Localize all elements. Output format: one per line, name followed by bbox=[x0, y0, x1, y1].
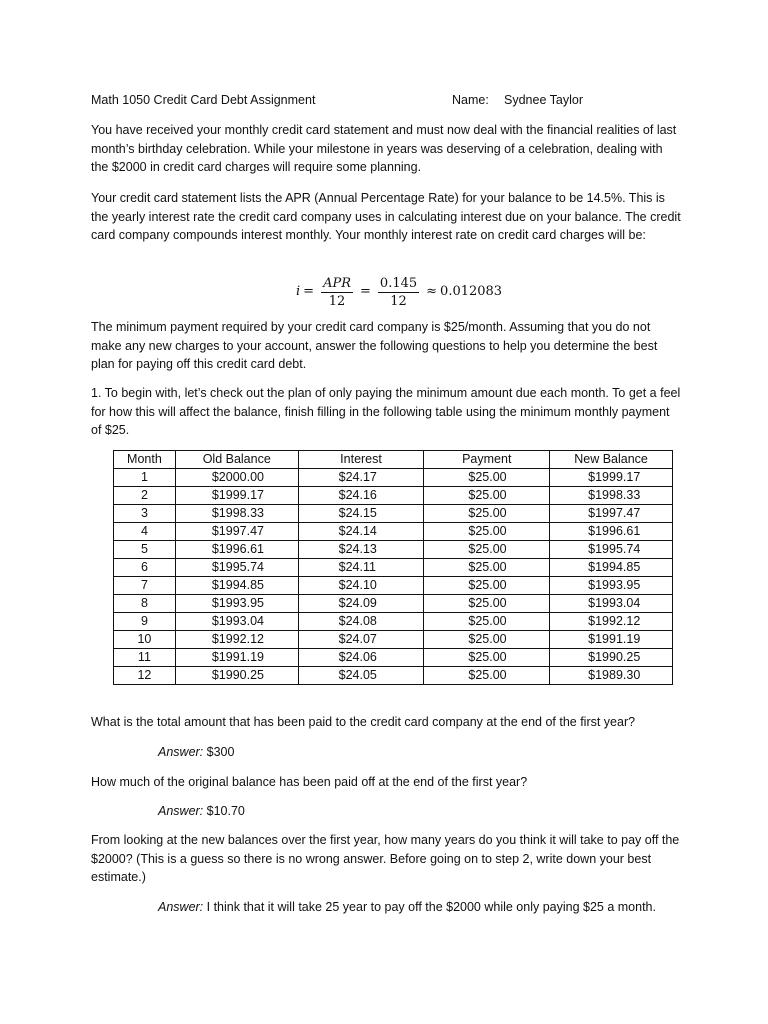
table-row bbox=[114, 505, 673, 523]
interest-cell: $24.06 bbox=[298, 649, 424, 667]
interest-cell: $24.07 bbox=[298, 631, 424, 649]
new-balance-cell: $1996.61 bbox=[550, 523, 673, 541]
new-balance-cell: $1990.25 bbox=[550, 649, 673, 667]
old-balance-cell: $1994.85 bbox=[175, 577, 298, 595]
month-cell: 10 bbox=[114, 631, 176, 649]
formula-denominator-2: 12 bbox=[390, 293, 407, 309]
table-row bbox=[114, 487, 673, 505]
answer-3-text: I think that it will take 25 year to pay off the $2000 while only paying $25 a month. bbox=[203, 900, 656, 914]
payment-cell: $25.00 bbox=[424, 631, 550, 649]
old-balance-cell: $1996.61 bbox=[175, 541, 298, 559]
payment-cell: $25.00 bbox=[424, 667, 550, 685]
payment-cell: $25.00 bbox=[424, 613, 550, 631]
month-cell: 11 bbox=[114, 649, 176, 667]
question-2: How much of the original balance has been paid off at the end of the first year? bbox=[91, 775, 528, 789]
formula-equals-2: = bbox=[360, 283, 371, 299]
old-balance-cell: $1998.33 bbox=[175, 505, 298, 523]
payment-cell: $25.00 bbox=[424, 649, 550, 667]
table-row bbox=[114, 613, 673, 631]
intro-paragraph: You have received your monthly credit card statement and must now deal with the financial realities of last month’s birthday celebration. While your milestone in years was deserving of a celebration, dealing with the $2000 in credit card charges will require some planning. bbox=[91, 123, 677, 174]
new-balance-cell: $1993.04 bbox=[550, 595, 673, 613]
table-row bbox=[114, 559, 673, 577]
formula-fraction-apr bbox=[321, 275, 353, 310]
interest-cell: $24.11 bbox=[298, 559, 424, 577]
old-balance-cell: $1995.74 bbox=[175, 559, 298, 577]
answer-2-label: Answer: bbox=[158, 804, 204, 818]
answer-1-text: $300 bbox=[203, 745, 235, 759]
new-balance-cell: $1991.19 bbox=[550, 631, 673, 649]
header-month: Month bbox=[114, 451, 176, 469]
question-3: From looking at the new balances over the first year, how many years do you think it will take to pay off the $2000? (This is a guess so there is no wrong answer. Before going on to step 2, write down your best estimate.) bbox=[91, 833, 680, 884]
new-balance-cell: $1995.74 bbox=[550, 541, 673, 559]
table-row bbox=[114, 577, 673, 595]
interest-cell: $24.14 bbox=[298, 523, 424, 541]
answer-3 bbox=[158, 898, 656, 917]
interest-cell: $24.15 bbox=[298, 505, 424, 523]
month-cell: 6 bbox=[114, 559, 176, 577]
month-cell: 1 bbox=[114, 469, 176, 487]
header-payment: Payment bbox=[424, 451, 550, 469]
month-cell: 12 bbox=[114, 667, 176, 685]
formula-equals-1: = bbox=[303, 283, 315, 299]
assignment-title: Math 1050 Credit Card Debt Assignment bbox=[91, 93, 316, 107]
old-balance-cell: $2000.00 bbox=[175, 469, 298, 487]
new-balance-cell: $1994.85 bbox=[550, 559, 673, 577]
interest-cell: $24.16 bbox=[298, 487, 424, 505]
table-row bbox=[114, 541, 673, 559]
month-cell: 5 bbox=[114, 541, 176, 559]
old-balance-cell: $1992.12 bbox=[175, 631, 298, 649]
answer-1 bbox=[158, 743, 234, 762]
answer-1-label: Answer: bbox=[158, 745, 204, 759]
answer-3-label: Answer: bbox=[158, 900, 204, 914]
formula-result: 0.012083 bbox=[440, 283, 503, 299]
month-cell: 7 bbox=[114, 577, 176, 595]
payment-cell: $25.00 bbox=[424, 577, 550, 595]
new-balance-cell: $1989.30 bbox=[550, 667, 673, 685]
question-1: What is the total amount that has been paid to the credit card company at the end of the first year? bbox=[91, 715, 636, 729]
monthly-rate-formula bbox=[296, 272, 502, 312]
name-label: Name: bbox=[452, 93, 489, 107]
old-balance-cell: $1997.47 bbox=[175, 523, 298, 541]
step1-paragraph: 1. To begin with, let’s check out the plan of only paying the minimum amount due each month. To get a feel for how this will affect the balance, finish filling in the following table using the minimum monthly payment of $25. bbox=[91, 386, 681, 437]
new-balance-cell: $1992.12 bbox=[550, 613, 673, 631]
answer-2 bbox=[158, 802, 245, 821]
old-balance-cell: $1991.19 bbox=[175, 649, 298, 667]
payment-cell: $25.00 bbox=[424, 541, 550, 559]
interest-cell: $24.10 bbox=[298, 577, 424, 595]
table-row bbox=[114, 523, 673, 541]
document-header bbox=[91, 91, 691, 111]
payment-table bbox=[113, 450, 673, 685]
interest-cell: $24.09 bbox=[298, 595, 424, 613]
formula-approx: ≈ bbox=[426, 283, 438, 299]
table-row bbox=[114, 631, 673, 649]
month-cell: 2 bbox=[114, 487, 176, 505]
student-name: Sydnee Taylor bbox=[504, 93, 583, 107]
payment-cell: $25.00 bbox=[424, 523, 550, 541]
table-row bbox=[114, 649, 673, 667]
table-header-row bbox=[114, 451, 673, 469]
payment-cell: $25.00 bbox=[424, 505, 550, 523]
payment-cell: $25.00 bbox=[424, 559, 550, 577]
table-row bbox=[114, 595, 673, 613]
new-balance-cell: $1997.47 bbox=[550, 505, 673, 523]
interest-cell: $24.05 bbox=[298, 667, 424, 685]
formula-fraction-rate bbox=[378, 275, 419, 310]
month-cell: 3 bbox=[114, 505, 176, 523]
answer-2-text: $10.70 bbox=[203, 804, 245, 818]
interest-cell: $24.08 bbox=[298, 613, 424, 631]
apr-paragraph: Your credit card statement lists the APR (Annual Percentage Rate) for your balance to be 14.5%. This is the yearly interest rate the credit card company uses in calculating interest due on your balance. The credit card company compounds interest monthly. Your monthly interest rate on credit card charges will be: bbox=[91, 191, 681, 242]
month-cell: 9 bbox=[114, 613, 176, 631]
table-row bbox=[114, 469, 673, 487]
table-body bbox=[114, 469, 673, 685]
header-old-balance: Old Balance bbox=[175, 451, 298, 469]
old-balance-cell: $1990.25 bbox=[175, 667, 298, 685]
formula-variable: i bbox=[296, 283, 301, 299]
interest-cell: $24.13 bbox=[298, 541, 424, 559]
formula-denominator-1: 12 bbox=[328, 293, 346, 309]
month-cell: 8 bbox=[114, 595, 176, 613]
interest-cell: $24.17 bbox=[298, 469, 424, 487]
formula-numerator-rate: 0.145 bbox=[379, 275, 418, 291]
payment-cell: $25.00 bbox=[424, 469, 550, 487]
new-balance-cell: $1998.33 bbox=[550, 487, 673, 505]
payment-cell: $25.00 bbox=[424, 487, 550, 505]
old-balance-cell: $1999.17 bbox=[175, 487, 298, 505]
old-balance-cell: $1993.95 bbox=[175, 595, 298, 613]
table-row bbox=[114, 667, 673, 685]
new-balance-cell: $1999.17 bbox=[550, 469, 673, 487]
header-interest: Interest bbox=[298, 451, 424, 469]
formula-numerator-apr: APR bbox=[323, 275, 352, 291]
payment-cell: $25.00 bbox=[424, 595, 550, 613]
month-cell: 4 bbox=[114, 523, 176, 541]
minimum-payment-paragraph: The minimum payment required by your credit card company is $25/month. Assuming that you do not make any new charges to your account, answer the following questions to help you determine the best plan for paying off this credit card debt. bbox=[91, 320, 658, 371]
old-balance-cell: $1993.04 bbox=[175, 613, 298, 631]
new-balance-cell: $1993.95 bbox=[550, 577, 673, 595]
header-new-balance: New Balance bbox=[550, 451, 673, 469]
